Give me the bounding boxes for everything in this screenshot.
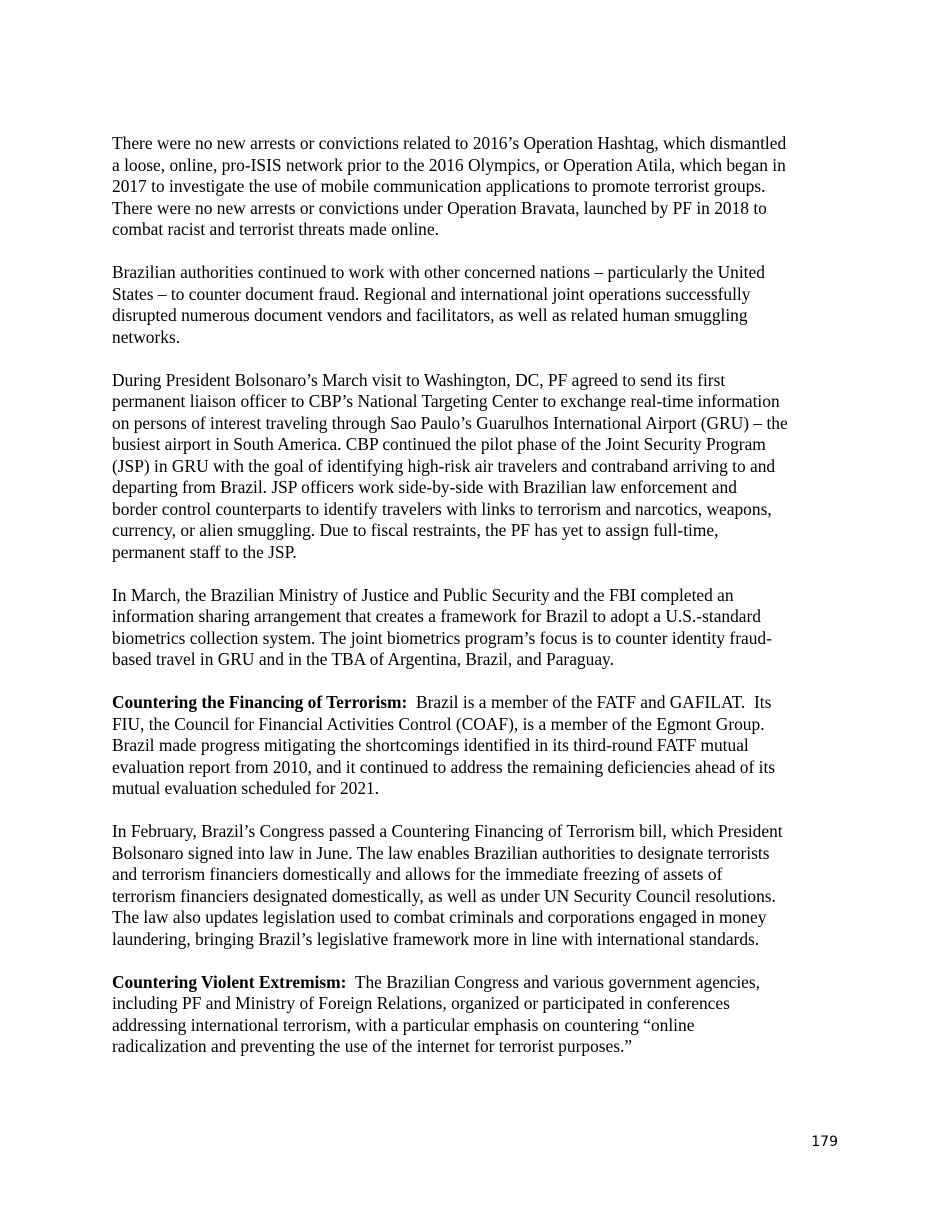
paragraph-line: currency, or alien smuggling. Due to fiscal restraints, the PF has yet to assign full-time, [112, 520, 719, 540]
paragraph-line: Brazil made progress mitigating the shortcomings identified in its third-round FATF mutual [112, 735, 749, 755]
paragraph-line [112, 692, 842, 714]
paragraph-line: The law also updates legislation used to combat criminals and corporations engaged in money [112, 907, 767, 927]
paragraph-line: Bolsonaro signed into law in June. The law enables Brazilian authorities to designate terrorists [112, 842, 770, 863]
paragraph-line: States – to counter document fraud. Regional and international joint operations successfully [112, 283, 751, 304]
paragraph-line: a loose, online, pro-ISIS network prior to the 2016 Olympics, or Operation Atila, which began in [112, 154, 786, 175]
paragraph-line: disrupted numerous document vendors and facilitators, as well as related human smuggling [112, 305, 748, 325]
paragraph-line: In March, the Brazilian Ministry of Justice and Public Security and the FBI completed an [112, 584, 734, 605]
paragraph-line: based travel in GRU and in the TBA of Argentina, Brazil, and Paraguay. [112, 649, 614, 669]
paragraph-line: border control counterparts to identify travelers with links to terrorism and narcotics, weapons, [112, 498, 772, 519]
paragraph-line: There were no new arrests or convictions under Operation Bravata, launched by PF in 2018 to [112, 197, 767, 218]
document-body [112, 133, 842, 1079]
section-heading: Countering the Financing of Terrorism: [112, 692, 408, 712]
paragraph-line: permanent staff to the JSP. [112, 541, 297, 562]
paragraph-line: FIU, the Council for Financial Activities Control (COAF), is a member of the Egmont Group. [112, 713, 765, 734]
paragraph-violent-extremism [112, 972, 842, 1058]
paragraph-line: busiest airport in South America. CBP continued the pilot phase of the Joint Security Program [112, 434, 766, 454]
paragraph-line: Brazilian authorities continued to work with other concerned nations – particularly the United [112, 262, 765, 282]
paragraph-cft-bill [112, 821, 842, 950]
paragraph-line-text: The Brazilian Congress and various government agencies, [346, 971, 760, 992]
paragraph-line: mutual evaluation scheduled for 2021. [112, 778, 380, 798]
paragraph-line: on persons of interest traveling through Sao Paulo’s Guarulhos International Airport (GRU) – the [112, 412, 788, 433]
paragraph-line-text: Brazil is a member of the FATF and GAFILAT. Its [407, 692, 772, 712]
paragraph-line: laundering, bringing Brazil’s legislative framework more in line with international standards. [112, 928, 760, 949]
paragraph-line: In February, Brazil’s Congress passed a Countering Financing of Terrorism bill, which President [112, 821, 783, 841]
paragraph-line: evaluation report from 2010, and it continued to address the remaining deficiencies ahead of its [112, 756, 776, 777]
paragraph-document-fraud [112, 262, 842, 348]
paragraph-financing-terrorism [112, 692, 842, 800]
paragraph-line: terrorism financiers designated domestically, as well as under UN Security Council resolutions. [112, 885, 776, 906]
paragraph-line: During President Bolsonaro’s March visit to Washington, DC, PF agreed to send its first [112, 369, 726, 390]
paragraph-line: addressing international terrorism, with a particular emphasis on countering “online [112, 1014, 695, 1035]
paragraph-line: combat racist and terrorist threats made online. [112, 219, 439, 239]
paragraph-liaison-officer [112, 370, 842, 564]
paragraph-line: and terrorism financiers domestically and allows for the immediate freezing of assets of [112, 864, 723, 884]
paragraph-line: radicalization and preventing the use of the internet for terrorist purposes.” [112, 1036, 633, 1056]
paragraph-line: permanent liaison officer to CBP’s National Targeting Center to exchange real-time information [112, 391, 780, 411]
paragraph-line [112, 972, 842, 994]
paragraph-line: departing from Brazil. JSP officers work side-by-side with Brazilian law enforcement and [112, 477, 737, 497]
paragraph-line: 2017 to investigate the use of mobile communication applications to promote terrorist groups. [112, 176, 766, 196]
paragraph-line: networks. [112, 326, 181, 347]
section-heading: Countering Violent Extremism: [112, 971, 347, 992]
paragraph-line: information sharing arrangement that creates a framework for Brazil to adopt a U.S.-standard [112, 606, 762, 626]
paragraph-line: biometrics collection system. The joint biometrics program’s focus is to counter identity fraud- [112, 627, 772, 648]
paragraph-line: including PF and Ministry of Foreign Relations, organized or participated in conferences [112, 993, 730, 1013]
page-number: 179 [811, 1134, 838, 1150]
paragraph-biometrics [112, 585, 842, 671]
paragraph-line: (JSP) in GRU with the goal of identifying high-risk air travelers and contraband arriving to and [112, 455, 776, 476]
paragraph-line: There were no new arrests or convictions related to 2016’s Operation Hashtag, which dismantled [112, 133, 787, 153]
paragraph-operation-hashtag [112, 133, 842, 241]
